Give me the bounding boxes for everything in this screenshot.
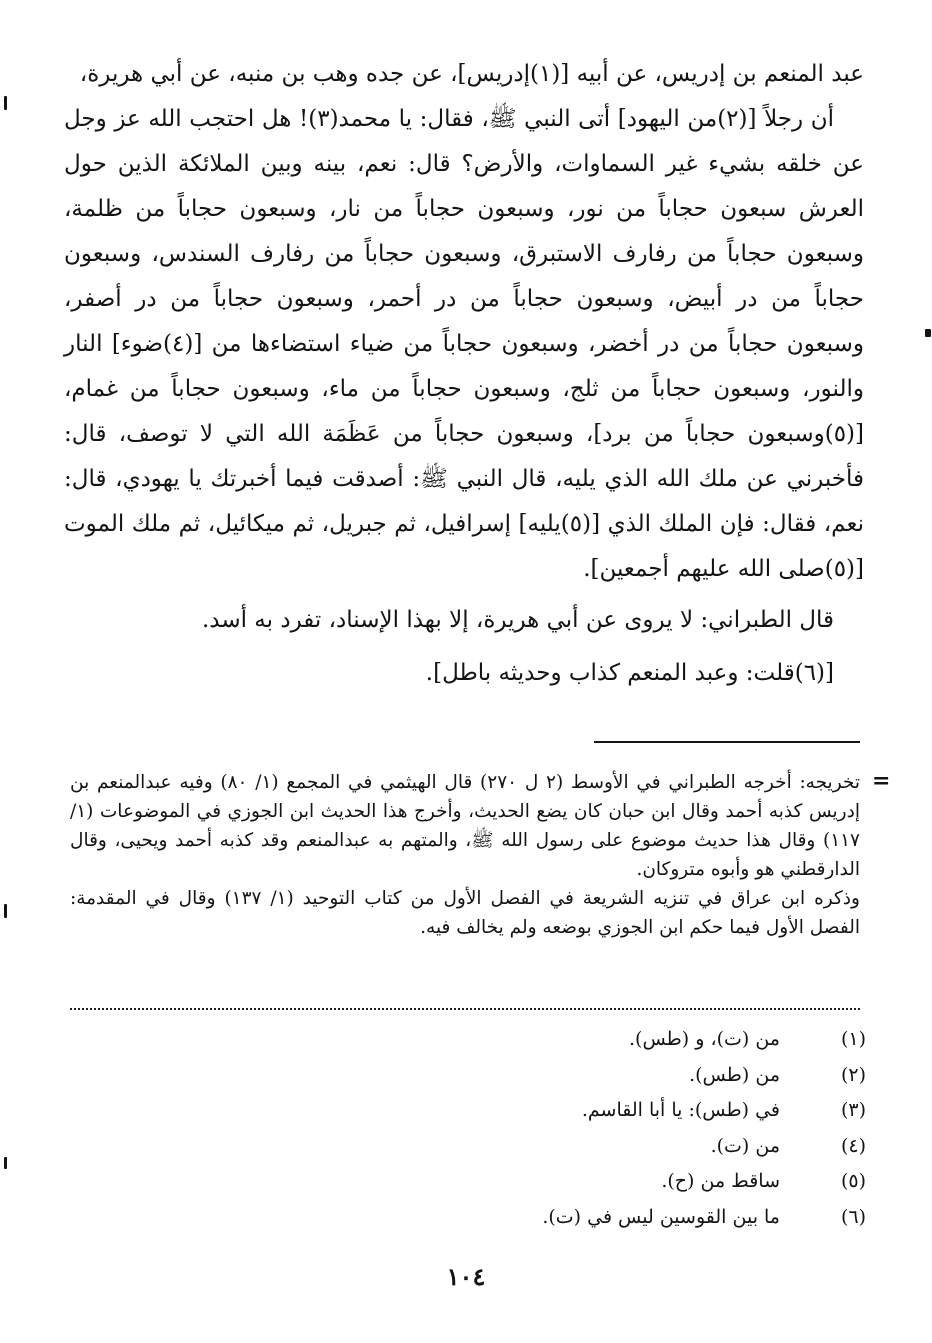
footnote-item <box>266 1200 866 1236</box>
footnote-number: (٤) <box>840 1134 866 1157</box>
scan-speck <box>4 904 7 918</box>
footnote-text: ما بين القوسين ليس في (ت). <box>542 1205 780 1228</box>
tabarani-comment: قال الطبراني: لا يروى عن أبي هريرة، إلا بهذا الإسناد، تفرد به أسد. <box>201 607 834 633</box>
author-comment: [(٦)قلت: وعبد المنعم كذاب وحديثه باطل]. <box>425 660 834 686</box>
takhrij-section <box>70 768 860 942</box>
footnote-separator <box>594 741 860 743</box>
footnote-text: في (طس): يا أبا القاسم. <box>581 1099 780 1121</box>
footnote-text: من (طس). <box>689 1063 780 1086</box>
footnote-item <box>266 1093 866 1129</box>
scan-speck <box>4 1157 7 1169</box>
hadith-body: أن رجلاً [(٢)من اليهود] أتى النبي ﷺ، فقال: يا محمد(٣)! هل احتجب الله عز وجل عن خلقه بشيء غير السماوات، والأرض؟ قال: نعم، بينه وبين الملائكة الذين حول العرش سبعون حجاباً من نور، وسبعون حجاباً من نار، وسبعون حجاباً من ظلمة، وسبعون حجاباً من رفارف الاستبرق، وسبعون حجاباً من رفارف السندس، وسبعون حجاباً من در أبيض، وسبعون حجاباً من در أحمر، وسبعون حجاباً من در أصفر، وسبعون حجاباً من در أخضر، وسبعون حجاباً من ضياء استضاءها من [(٤)ضوء] النار والنور، وسبعون حجاباً من ثلج، وسبعون حجاباً من ماء، وسبعون حجاباً من غمام، [(٥)وسبعون حجاباً من برد]، وسبعون حجاباً من عَظَمَة الله التي لا توصف، قال: فأخبرني عن ملك الله الذي يليه، قال النبي ﷺ: أصدقت فيما أخبرتك يا يهودي، قال: نعم، فقال: فإن الملك الذي [(٥)يليه] إسرافيل، ثم جبريل، ثم ميكائيل، ثم ملك الموت [(٥)صلى الله عليهم أجمعين]. <box>64 106 864 582</box>
footnote-text: من (ت). <box>710 1134 780 1157</box>
continuation-mark: = <box>872 768 891 794</box>
footnote-number: (٥) <box>840 1170 866 1192</box>
footnote-number: (١) <box>840 1028 866 1050</box>
footnote-number: (٣) <box>840 1099 866 1121</box>
footnote-text: من (ت)، و (طس). <box>629 1028 780 1050</box>
scan-speck <box>4 96 7 110</box>
footnote-item <box>266 1164 866 1200</box>
footnote-item <box>266 1058 866 1094</box>
page-number: ١٠٤ <box>446 1262 486 1291</box>
isnad-line: عبد المنعم بن إدريس، عن أبيه [(١)إدريس]، عن جده وهب بن منبه، عن أبي هريرة، <box>79 61 864 87</box>
footnotes-list <box>266 1022 866 1235</box>
footnote-number: (٦) <box>840 1205 866 1228</box>
takhrij-paragraph: تخريجه: أخرجه الطبراني في الأوسط (٢ ل ٢٧٠) قال الهيثمي في المجمع (١/ ٨٠) وفيه عبدالمنعم بن إدريس كذبه أحمد وقال ابن حبان كان يضع الحديث، وأخرج هذا الحديث ابن الجوزي في الموضوعات (١/ ١١٧) وقال هذا حديث موضوع على رسول الله ﷺ، والمتهم به عبدالمنعم وقد كذبه أحمد ويحيى، وقال الدارقطني هو وأبوه متروكان. <box>70 772 860 880</box>
takhrij-paragraph: وذكره ابن عراق في تنزيه الشريعة في الفصل الأول من كتاب التوحيد (١/ ١٣٧) وقال في المقدمة: الفصل الأول فيما حكم ابن الجوزي بوضعه ولم يخالف فيه. <box>70 888 860 938</box>
hadith-text <box>64 52 864 696</box>
footnote-number: (٢) <box>840 1063 866 1086</box>
scan-speck <box>925 329 931 337</box>
footnote-text: ساقط من (ح). <box>661 1170 780 1192</box>
dotted-separator <box>70 1008 860 1010</box>
footnote-item <box>266 1022 866 1058</box>
footnote-item <box>266 1129 866 1165</box>
